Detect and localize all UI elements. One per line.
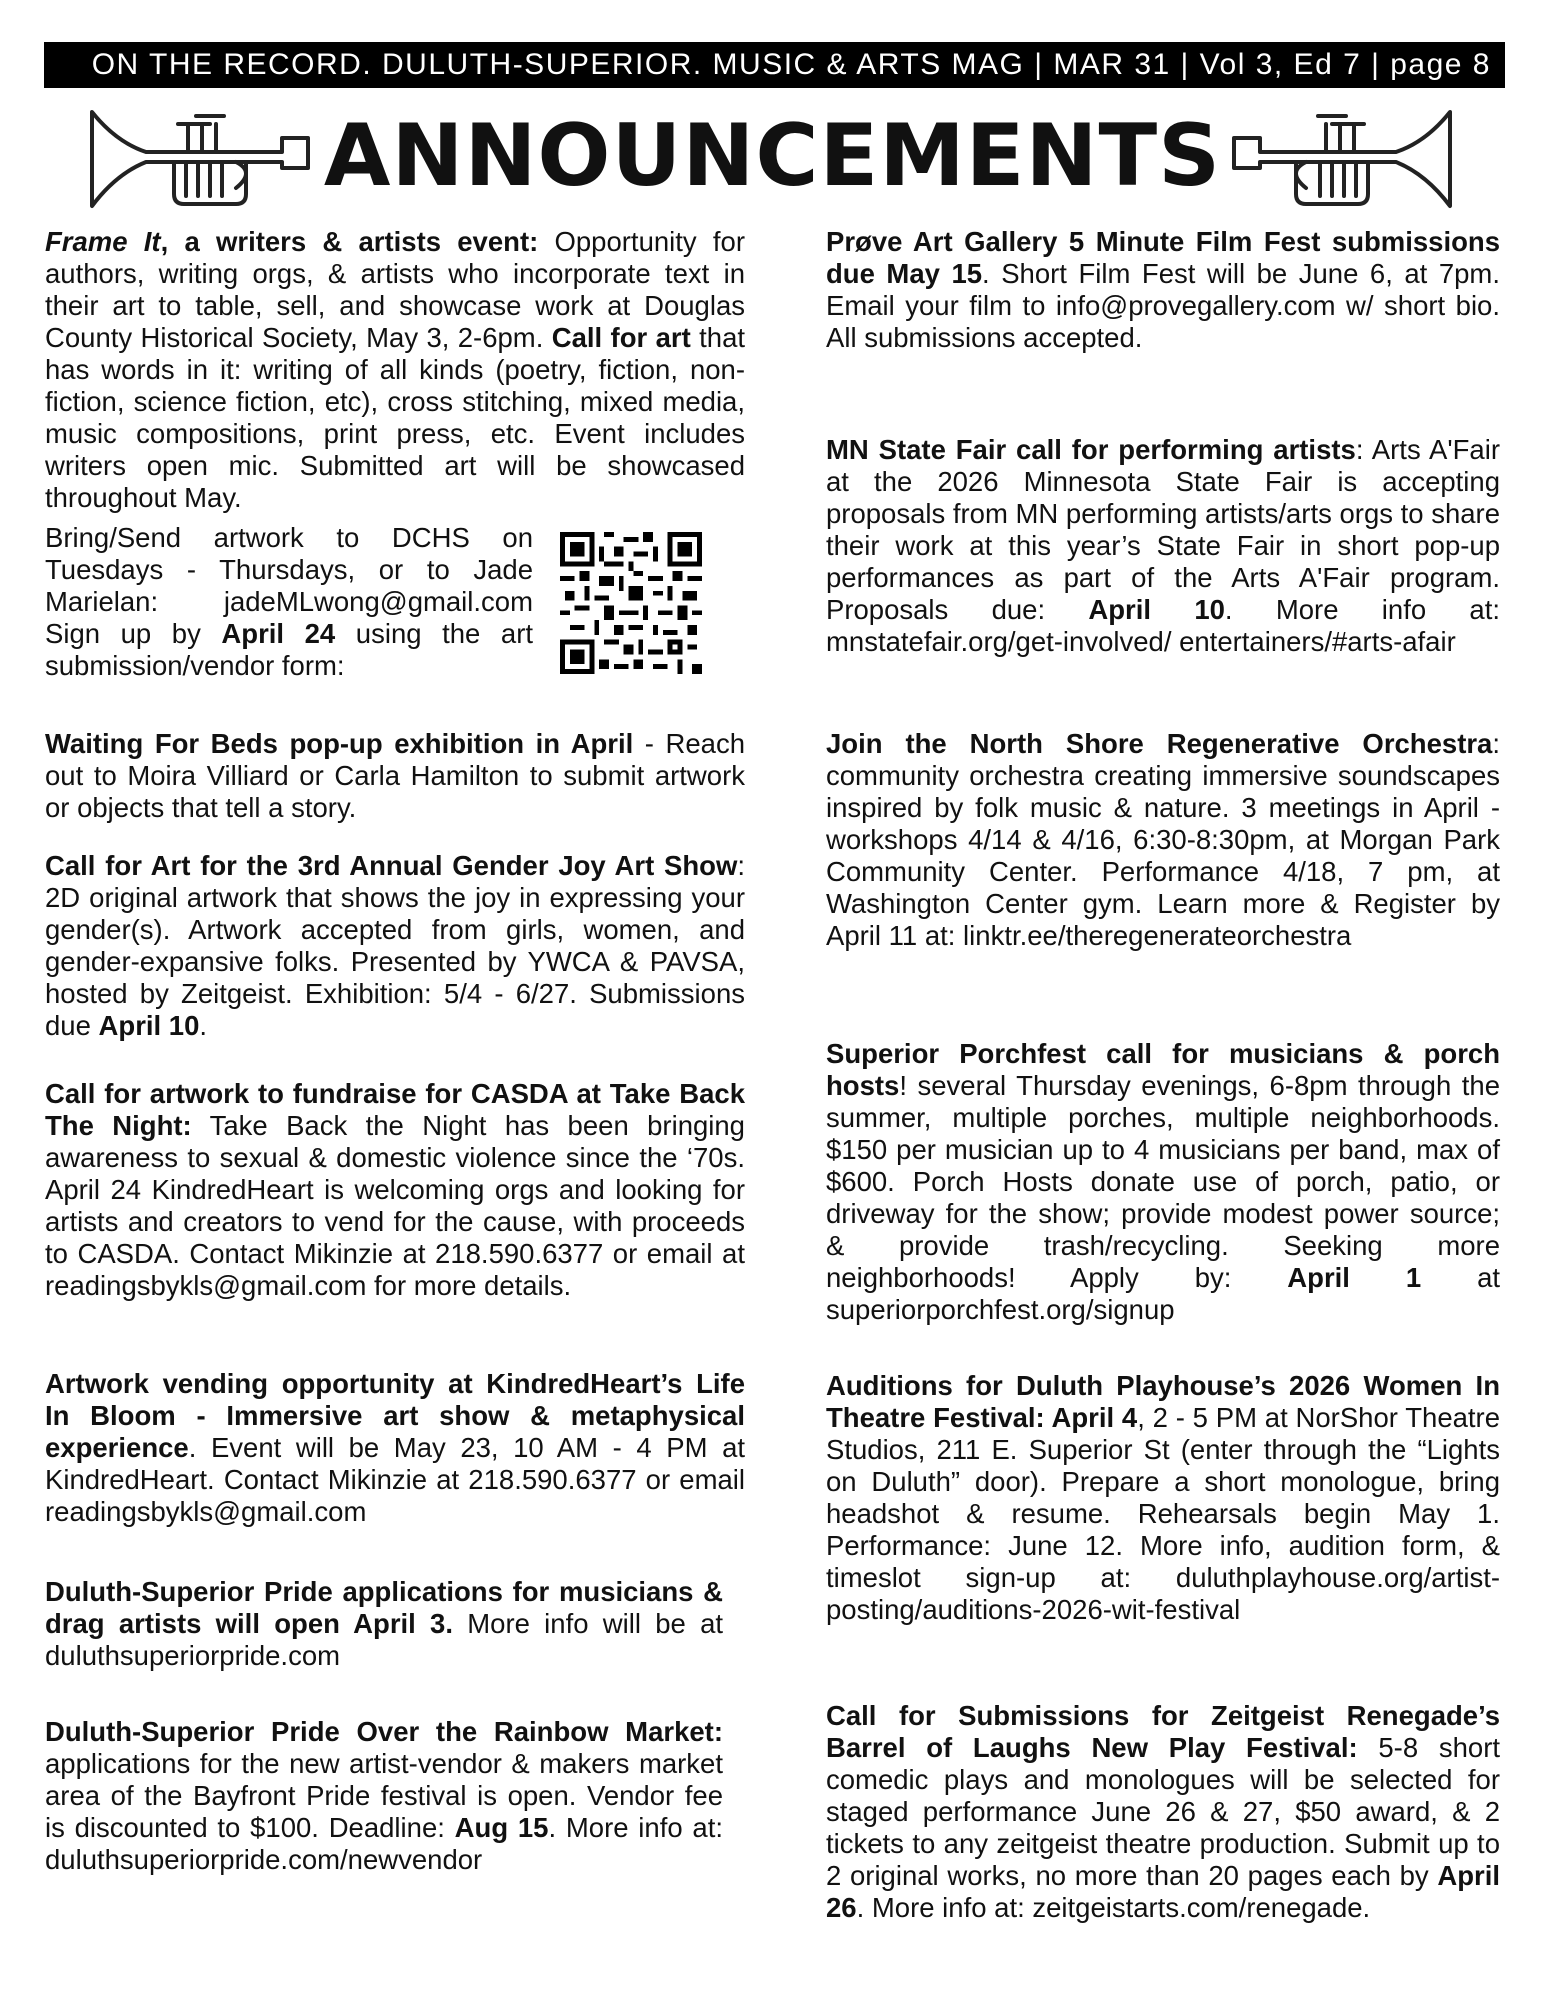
- qr-code-icon[interactable]: [560, 532, 702, 674]
- pride-applications-entry: Duluth-Superior Pride applications for musicians & drag artists will open April 3. More info will be at duluthsuperiorpride.com: [45, 1576, 724, 1671]
- porchfest-entry: Superior Porchfest call for musicians & porch hosts! several Thursday evenings, 6-8pm through the summer, multiple porches, multiple neighborhoods. $150 per musician up to 4 musicians per band, max of $600. Porch Hosts donate use of porch, patio, or driveway for the show; provide modest power source; & provide trash/recycling. Seeking more neighborhoods! Apply by: April 1 at superiorporchfest.org/signup: [826, 1038, 1501, 1325]
- header-bar: [44, 42, 1505, 88]
- page-title: ANNOUNCEMENTS: [323, 106, 1222, 206]
- orchestra-entry: Join the North Shore Regenerative Orchestra: community orchestra creating immersive soundscapes inspired by folk music & nature. 3 meetings in April - workshops 4/14 & 4/16, 6:30-8:30pm, at Morgan Park Community Center. Performance 4/18, 7 pm, at Washington Center gym. Learn more & Register by April 11 at: linktr.ee/theregenerateorchestra: [826, 728, 1500, 951]
- header-bar-text: ON THE RECORD. DULUTH-SUPERIOR. MUSIC & ARTS MAG | MAR 31 | Vol 3, Ed 7 | page 8: [91, 48, 1491, 81]
- zeitgeist-entry: Call for Submissions for Zeitgeist Renegade’s Barrel of Laughs New Play Festival: 5-8 short comedic plays and monologues will be selected for staged performance June 26 & 27, $50 award, & 2 tickets to any zeitgeist theatre production. Submit up to 2 original works, no more than 20 pages each by April 26. More info at: zeitgeistarts.com/renegade.: [826, 1700, 1500, 1923]
- playhouse-entry: Auditions for Duluth Playhouse’s 2026 Women In Theatre Festival: April 4, 2 - 5 PM at NorShor Theatre Studios, 211 E. Superior St (enter through the “Lights on Duluth” door). Prepare a short monologue, bring headshot & resume. Rehearsals begin May 1. Performance: June 12. More info, audition form, & timeslot sign-up at: duluthplayhouse.org/artist-posting/auditions-2026-wit-festival: [826, 1370, 1500, 1625]
- frame-it-entry: Frame It, a writers & artists event: Opportunity for authors, writing orgs, & artists who incorporate text in their art to table, sell, and showcase work at Douglas County Historical Society, May 3, 2-6pm. Call for art that has words in it: writing of all kinds (poetry, fiction, non-fiction, science fiction, etc), cross stitching, mixed media, music compositions, print press, etc. Event includes writers open mic. Submitted art will be showcased throughout May.: [45, 226, 745, 513]
- casda-entry: Call for artwork to fundraise for CASDA at Take Back The Night: Take Back the Night has been bringing awareness to sexual & domestic violence since the ‘70s. April 24 KindredHeart is welcoming orgs and looking for artists and creators to vend for the cause, with proceeds to CASDA. Contact Mikinzie at 218.590.6377 or email at readingsbykls@gmail.com for more details.: [45, 1078, 745, 1301]
- waiting-for-beds-entry: Waiting For Beds pop-up exhibition in April - Reach out to Moira Villiard or Carla Hamilton to submit artwork or objects that tell a story.: [45, 728, 746, 823]
- pride-market-entry: Duluth-Superior Pride Over the Rainbow Market: applications for the new artist-vendor & makers market area of the Bayfront Pride festival is open. Vendor fee is discounted to $100. Deadline: Aug 15. More info at: duluthsuperiorpride.com/newvendor: [45, 1716, 723, 1875]
- frame-it-signup: Bring/Send artwork to DCHS on Tuesdays - Thursdays, or to Jade Marielan: jadeMLwong@gmail.com Sign up by April 24 using the art submission/vendor form:: [45, 522, 745, 682]
- prove-gallery-entry: Prøve Art Gallery 5 Minute Film Fest submissions due May 15. Short Film Fest will be June 6, at 7pm. Email your film to info@provegallery.com w/ short bio. All submissions accepted.: [826, 226, 1500, 353]
- state-fair-entry: MN State Fair call for performing artists: Arts A'Fair at the 2026 Minnesota State Fair is accepting proposals from MN performing artists/arts orgs to share their work at this year’s State Fair in short pop-up performances as part of the Arts A'Fair program. Proposals due: April 10. More info at: mnstatefair.org/get-involved/ entertainers/#arts-afair: [826, 434, 1500, 657]
- gender-joy-entry: Call for Art for the 3rd Annual Gender Joy Art Show: 2D original artwork that shows the joy in expressing your gender(s). Artwork accepted from girls, women, and gender-expansive folks. Presented by YWCA & PAVSA, hosted by Zeitgeist. Exhibition: 5/4 - 6/27. Submissions due April 10.: [45, 850, 745, 1041]
- life-in-bloom-entry: Artwork vending opportunity at KindredHeart’s Life In Bloom - Immersive art show & metaphysical experience. Event will be May 23, 10 AM - 4 PM at KindredHeart. Contact Mikinzie at 218.590.6377 or email readingsbykls@gmail.com: [45, 1368, 745, 1527]
